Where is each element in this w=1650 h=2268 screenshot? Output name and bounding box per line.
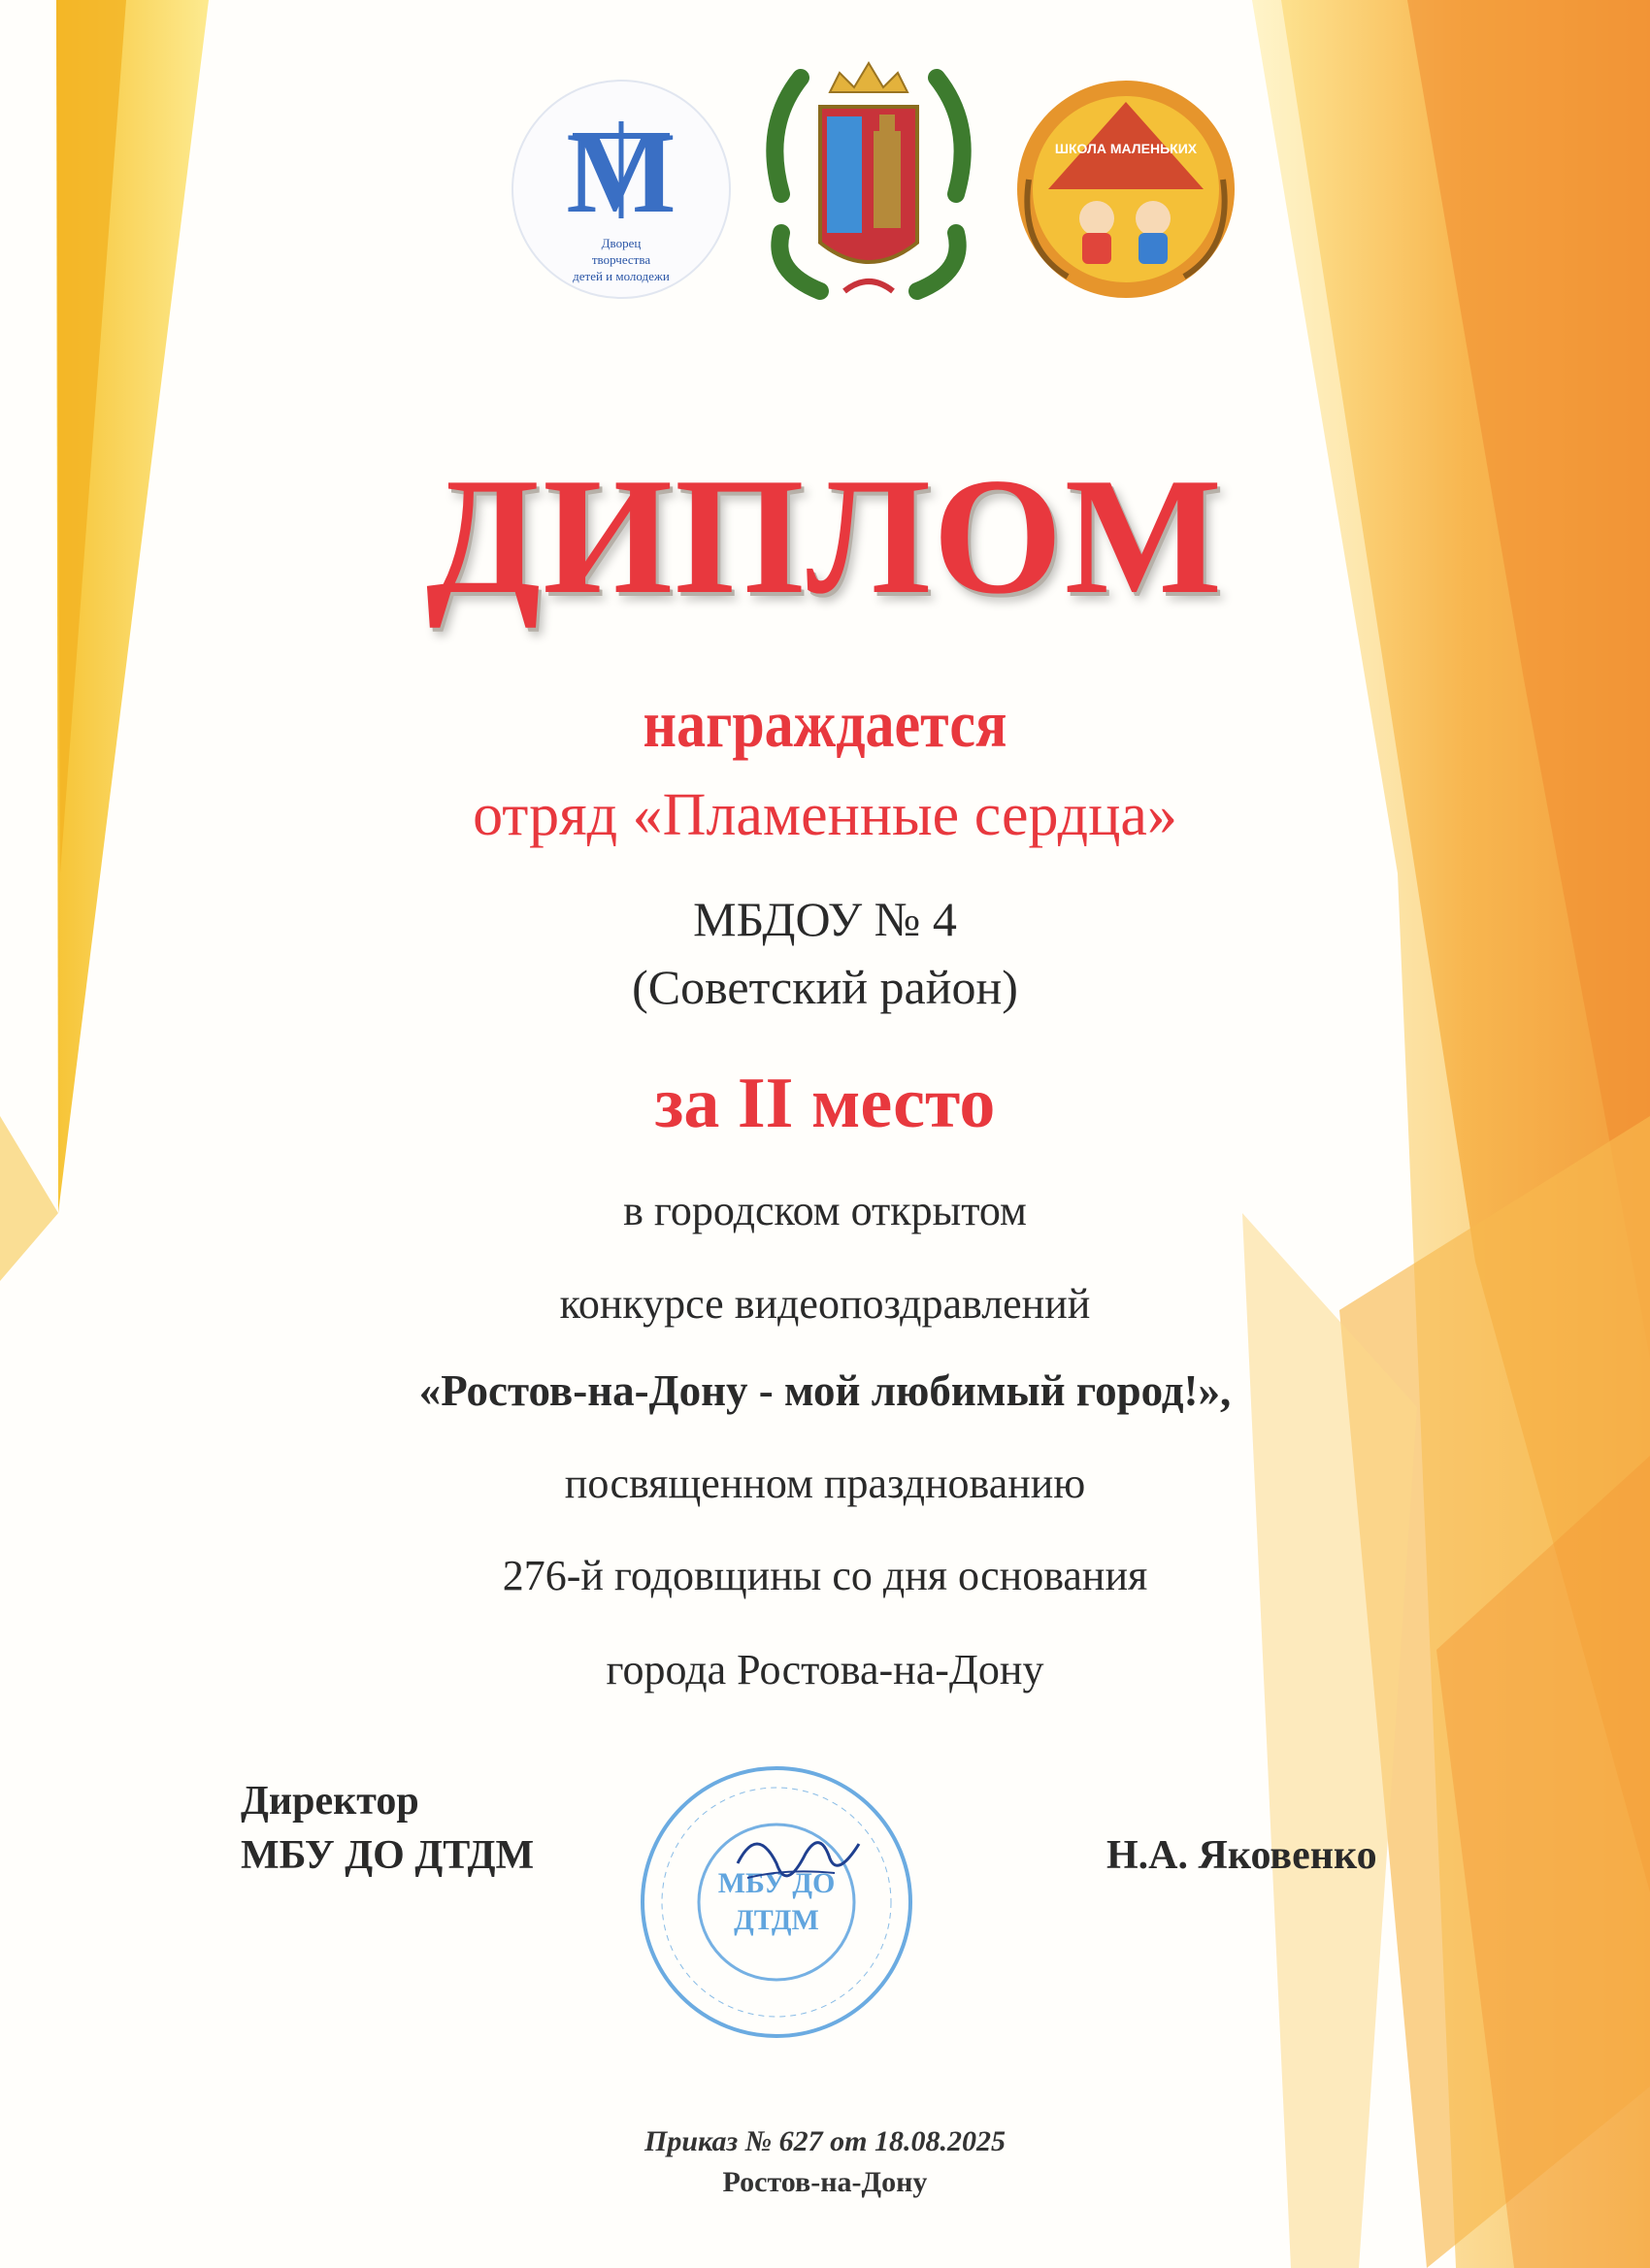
svg-text:творчества: творчества — [591, 252, 651, 267]
body-line: города Ростова-на-Дону — [606, 1646, 1044, 1693]
organization-name: МБДОУ № 4 — [693, 892, 957, 946]
team-name: отряд «Пламенные сердца» — [473, 782, 1177, 848]
district-name: (Советский район) — [632, 960, 1018, 1014]
diploma-title: ДИПЛОМ — [425, 444, 1225, 629]
body-line: в городском открытом — [623, 1187, 1027, 1234]
order-reference: Приказ № 627 от 18.08.2025 — [644, 2125, 1006, 2157]
header-logos — [0, 0, 1650, 320]
svg-text:M: M — [566, 108, 676, 237]
body-line: посвященном празднованию — [564, 1460, 1086, 1507]
contest-name: «Ростов-на-Дону - мой любимый город!», — [418, 1366, 1232, 1415]
issue-city: Ростов-на-Дону — [722, 2166, 928, 2198]
palace-logo — [512, 81, 730, 298]
body-line: 276-й годовщины со дня основания — [502, 1552, 1148, 1599]
awarded-label: награждается — [643, 686, 1007, 761]
school-logo — [1017, 81, 1235, 298]
stamp-text: МБУ ДО — [717, 1867, 836, 1899]
signer-name: Н.А. Яковенко — [1106, 1833, 1377, 1878]
body-line: конкурсе видеопоздравлений — [559, 1280, 1091, 1328]
svg-text:детей и молодежи: детей и молодежи — [573, 269, 670, 283]
place-text: за II место — [654, 1064, 996, 1143]
official-stamp — [631, 1757, 922, 2048]
stamp-text: ДТДМ — [734, 1904, 819, 1936]
coat-of-arms-logo — [775, 63, 962, 291]
svg-text:Дворец: Дворец — [601, 236, 642, 250]
signer-position-title: Директор — [241, 1779, 419, 1824]
svg-text:ШКОЛА МАЛЕНЬКИХ: ШКОЛА МАЛЕНЬКИХ — [1054, 141, 1198, 156]
signer-organization: МБУ ДО ДТДМ — [241, 1833, 535, 1878]
